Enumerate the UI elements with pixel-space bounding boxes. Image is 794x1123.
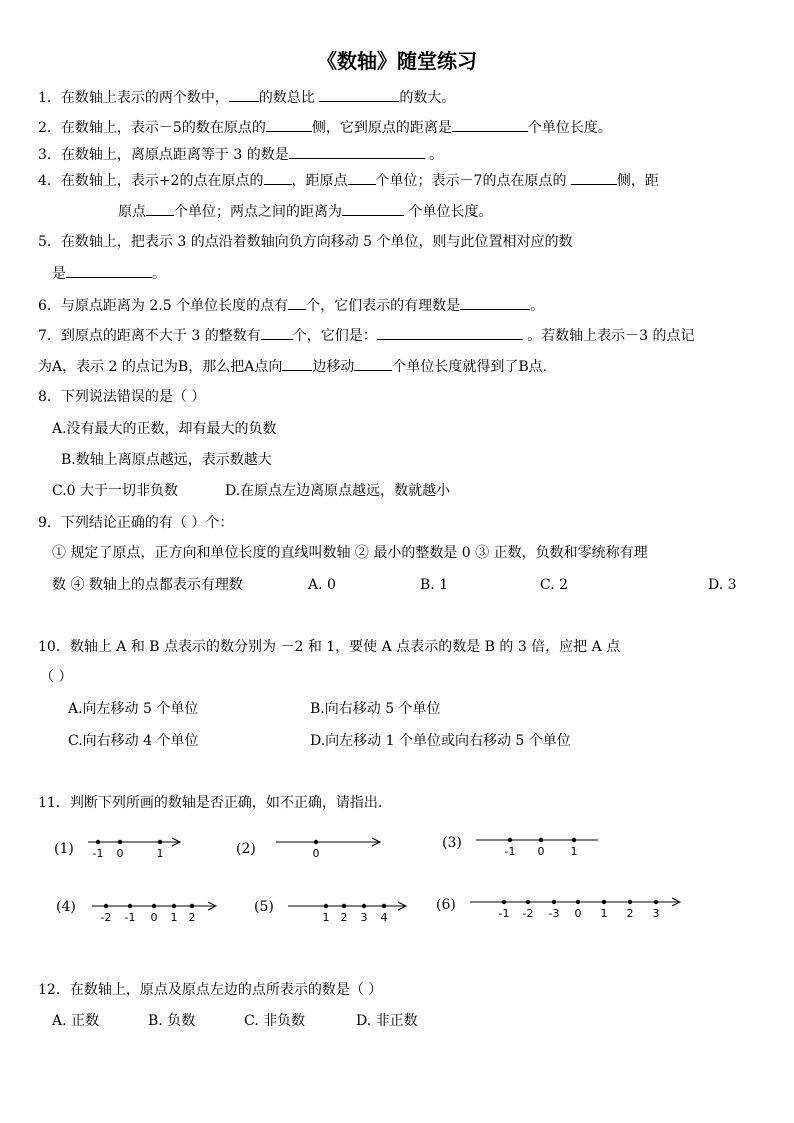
tick-label: 4: [380, 911, 388, 924]
option-d[interactable]: D. 非正数: [356, 1013, 418, 1029]
question-9-statements-2: 数 ④ 数轴上的点都表示有理数: [52, 577, 243, 593]
axis-point: [342, 904, 346, 908]
number-line-1: [88, 832, 188, 862]
question-11: 11．判断下列所画的数轴是否正确，如不正确，请指出.: [38, 795, 383, 811]
question-5-line2: 是 。: [52, 266, 166, 282]
answer-blank[interactable]: [289, 145, 425, 159]
answer-blank[interactable]: [264, 171, 292, 185]
answer-blank[interactable]: [377, 326, 523, 340]
answer-blank[interactable]: [571, 171, 617, 185]
page-title: 《数轴》随堂练习: [317, 49, 477, 73]
axis-label: (1): [54, 841, 74, 857]
axis-label: (3): [442, 835, 462, 851]
answer-blank[interactable]: [146, 202, 174, 216]
number-line-2: [276, 832, 386, 862]
axis-point: [190, 904, 194, 908]
axis-label: (4): [56, 899, 76, 915]
option-c[interactable]: C.0 大于一切非负数: [52, 483, 179, 499]
answer-blank[interactable]: [229, 88, 259, 102]
axis-point: [96, 840, 100, 844]
axis-point: [526, 900, 530, 904]
question-4: 4．在数轴上，表示+2的点在原点的 ，距原点 个单位；表示－7的点在原点的 侧，距: [38, 173, 659, 189]
option-a[interactable]: A.向左移动 5 个单位: [68, 701, 199, 717]
answer-blank[interactable]: [319, 88, 399, 102]
tick-label: 1: [156, 847, 164, 860]
tick-label: 0: [537, 845, 545, 858]
axis-label: (2): [236, 841, 256, 857]
option-c[interactable]: C.向右移动 4 个单位: [68, 733, 199, 749]
axis-point: [502, 900, 506, 904]
question-7: 7．到原点的距离不大于 3 的整数有 个，它们是： 。若数轴上表示－3 的点记: [38, 328, 695, 344]
tick-label: -1: [498, 907, 510, 920]
tick-label: 0: [312, 847, 320, 860]
axis-point: [602, 900, 606, 904]
axis-point: [158, 840, 162, 844]
question-9: 9．下列结论正确的有（ ）个：: [38, 515, 234, 531]
tick-label: -1: [504, 845, 516, 858]
tick-label: 2: [340, 911, 348, 924]
question-9-statements: ① 规定了原点，正方向和单位长度的直线叫数轴 ② 最小的整数是 0 ③ 正数，负数和零统称有理: [52, 545, 648, 561]
tick-label: 2: [626, 907, 634, 920]
question-2: 2．在数轴上，表示－5的数在原点的 侧，它到原点的距离是 个单位长度。: [38, 120, 612, 136]
axis-point: [172, 904, 176, 908]
number-line-6: [470, 892, 684, 922]
option-b[interactable]: B.向右移动 5 个单位: [310, 701, 441, 717]
axis-point: [628, 900, 632, 904]
option-a[interactable]: A. 0: [308, 577, 336, 593]
question-6: 6．与原点距离为 2.5 个单位长度的点有 个，它们表示的有理数是 。: [38, 298, 545, 314]
axis-point: [552, 900, 556, 904]
question-5: 5．在数轴上，把表示 3 的点沿着数轴向负方向移动 5 个单位，则与此位置相对应的数: [38, 234, 573, 250]
tick-label: 0: [116, 847, 124, 860]
tick-label: 1: [570, 845, 578, 858]
answer-blank[interactable]: [452, 118, 528, 132]
number-line-3: [476, 830, 600, 860]
tick-label: 1: [170, 911, 178, 924]
answer-blank[interactable]: [354, 357, 392, 371]
answer-paren[interactable]: （ ）: [40, 669, 73, 685]
option-c[interactable]: C. 2: [540, 577, 569, 593]
question-8: 8．下列说法错误的是（ ）: [38, 389, 206, 405]
tick-label: -1: [92, 847, 104, 860]
tick-label: -2: [522, 907, 534, 920]
axis-point: [152, 904, 156, 908]
axis-point: [362, 904, 366, 908]
answer-blank[interactable]: [66, 264, 152, 278]
question-4-line2: 原点 个单位；两点之间的距离为 个单位长度。: [118, 204, 493, 220]
answer-blank[interactable]: [460, 296, 530, 310]
axis-point: [314, 840, 318, 844]
axis-point: [576, 900, 580, 904]
option-d[interactable]: D.在原点左边离原点越远，数就越小: [225, 483, 451, 499]
axis-point: [104, 904, 108, 908]
tick-label: 1: [322, 911, 330, 924]
option-d[interactable]: D.向左移动 1 个单位或向右移动 5 个单位: [310, 733, 571, 749]
number-line-4: [92, 896, 220, 926]
tick-label: -2: [100, 911, 112, 924]
answer-blank[interactable]: [282, 357, 312, 371]
axis-point: [572, 838, 576, 842]
tick-label: 3: [652, 907, 660, 920]
answer-blank[interactable]: [266, 118, 312, 132]
tick-label: -1: [124, 911, 136, 924]
axis-label: (5): [254, 899, 274, 915]
tick-label: 3: [360, 911, 368, 924]
answer-blank[interactable]: [348, 171, 376, 185]
option-d[interactable]: D. 3: [708, 577, 737, 593]
question-12: 12．在数轴上，原点及原点左边的点所表示的数是（ ）: [38, 982, 383, 998]
option-c[interactable]: C. 非负数: [244, 1013, 306, 1029]
axis-point: [508, 838, 512, 842]
tick-label: -3: [548, 907, 560, 920]
question-10: 10．数轴上 A 和 B 点表示的数分别为 －2 和 1，要使 A 点表示的数是 B 的 3 倍，应把 A 点: [38, 639, 621, 655]
axis-point: [324, 904, 328, 908]
axis-point: [382, 904, 386, 908]
option-b[interactable]: B. 负数: [148, 1013, 196, 1029]
answer-blank[interactable]: [288, 296, 306, 310]
question-7-line2: 为A，表示 2 的点记为B，那么把A点向 边移动 个单位长度就得到了B点.: [38, 359, 548, 375]
option-b[interactable]: B. 1: [420, 577, 449, 593]
option-a[interactable]: A.没有最大的正数，却有最大的负数: [52, 421, 277, 437]
answer-blank[interactable]: [261, 326, 293, 340]
tick-label: 2: [188, 911, 196, 924]
axis-label: (6): [436, 897, 456, 913]
question-3: 3．在数轴上，离原点距离等于 3 的数是 。: [38, 147, 444, 163]
answer-blank[interactable]: [342, 202, 404, 216]
axis-point: [654, 900, 658, 904]
axis-point: [128, 904, 132, 908]
axis-point: [539, 838, 543, 842]
option-b[interactable]: B.数轴上离原点越远，表示数越大: [61, 452, 272, 468]
number-line-5: [288, 896, 410, 926]
tick-label: 1: [600, 907, 608, 920]
question-1: 1．在数轴上表示的两个数中， 的数总比 的数大。: [38, 90, 456, 106]
tick-label: 0: [150, 911, 158, 924]
tick-label: 0: [574, 907, 582, 920]
option-a[interactable]: A. 正数: [52, 1013, 100, 1029]
axis-point: [118, 840, 122, 844]
